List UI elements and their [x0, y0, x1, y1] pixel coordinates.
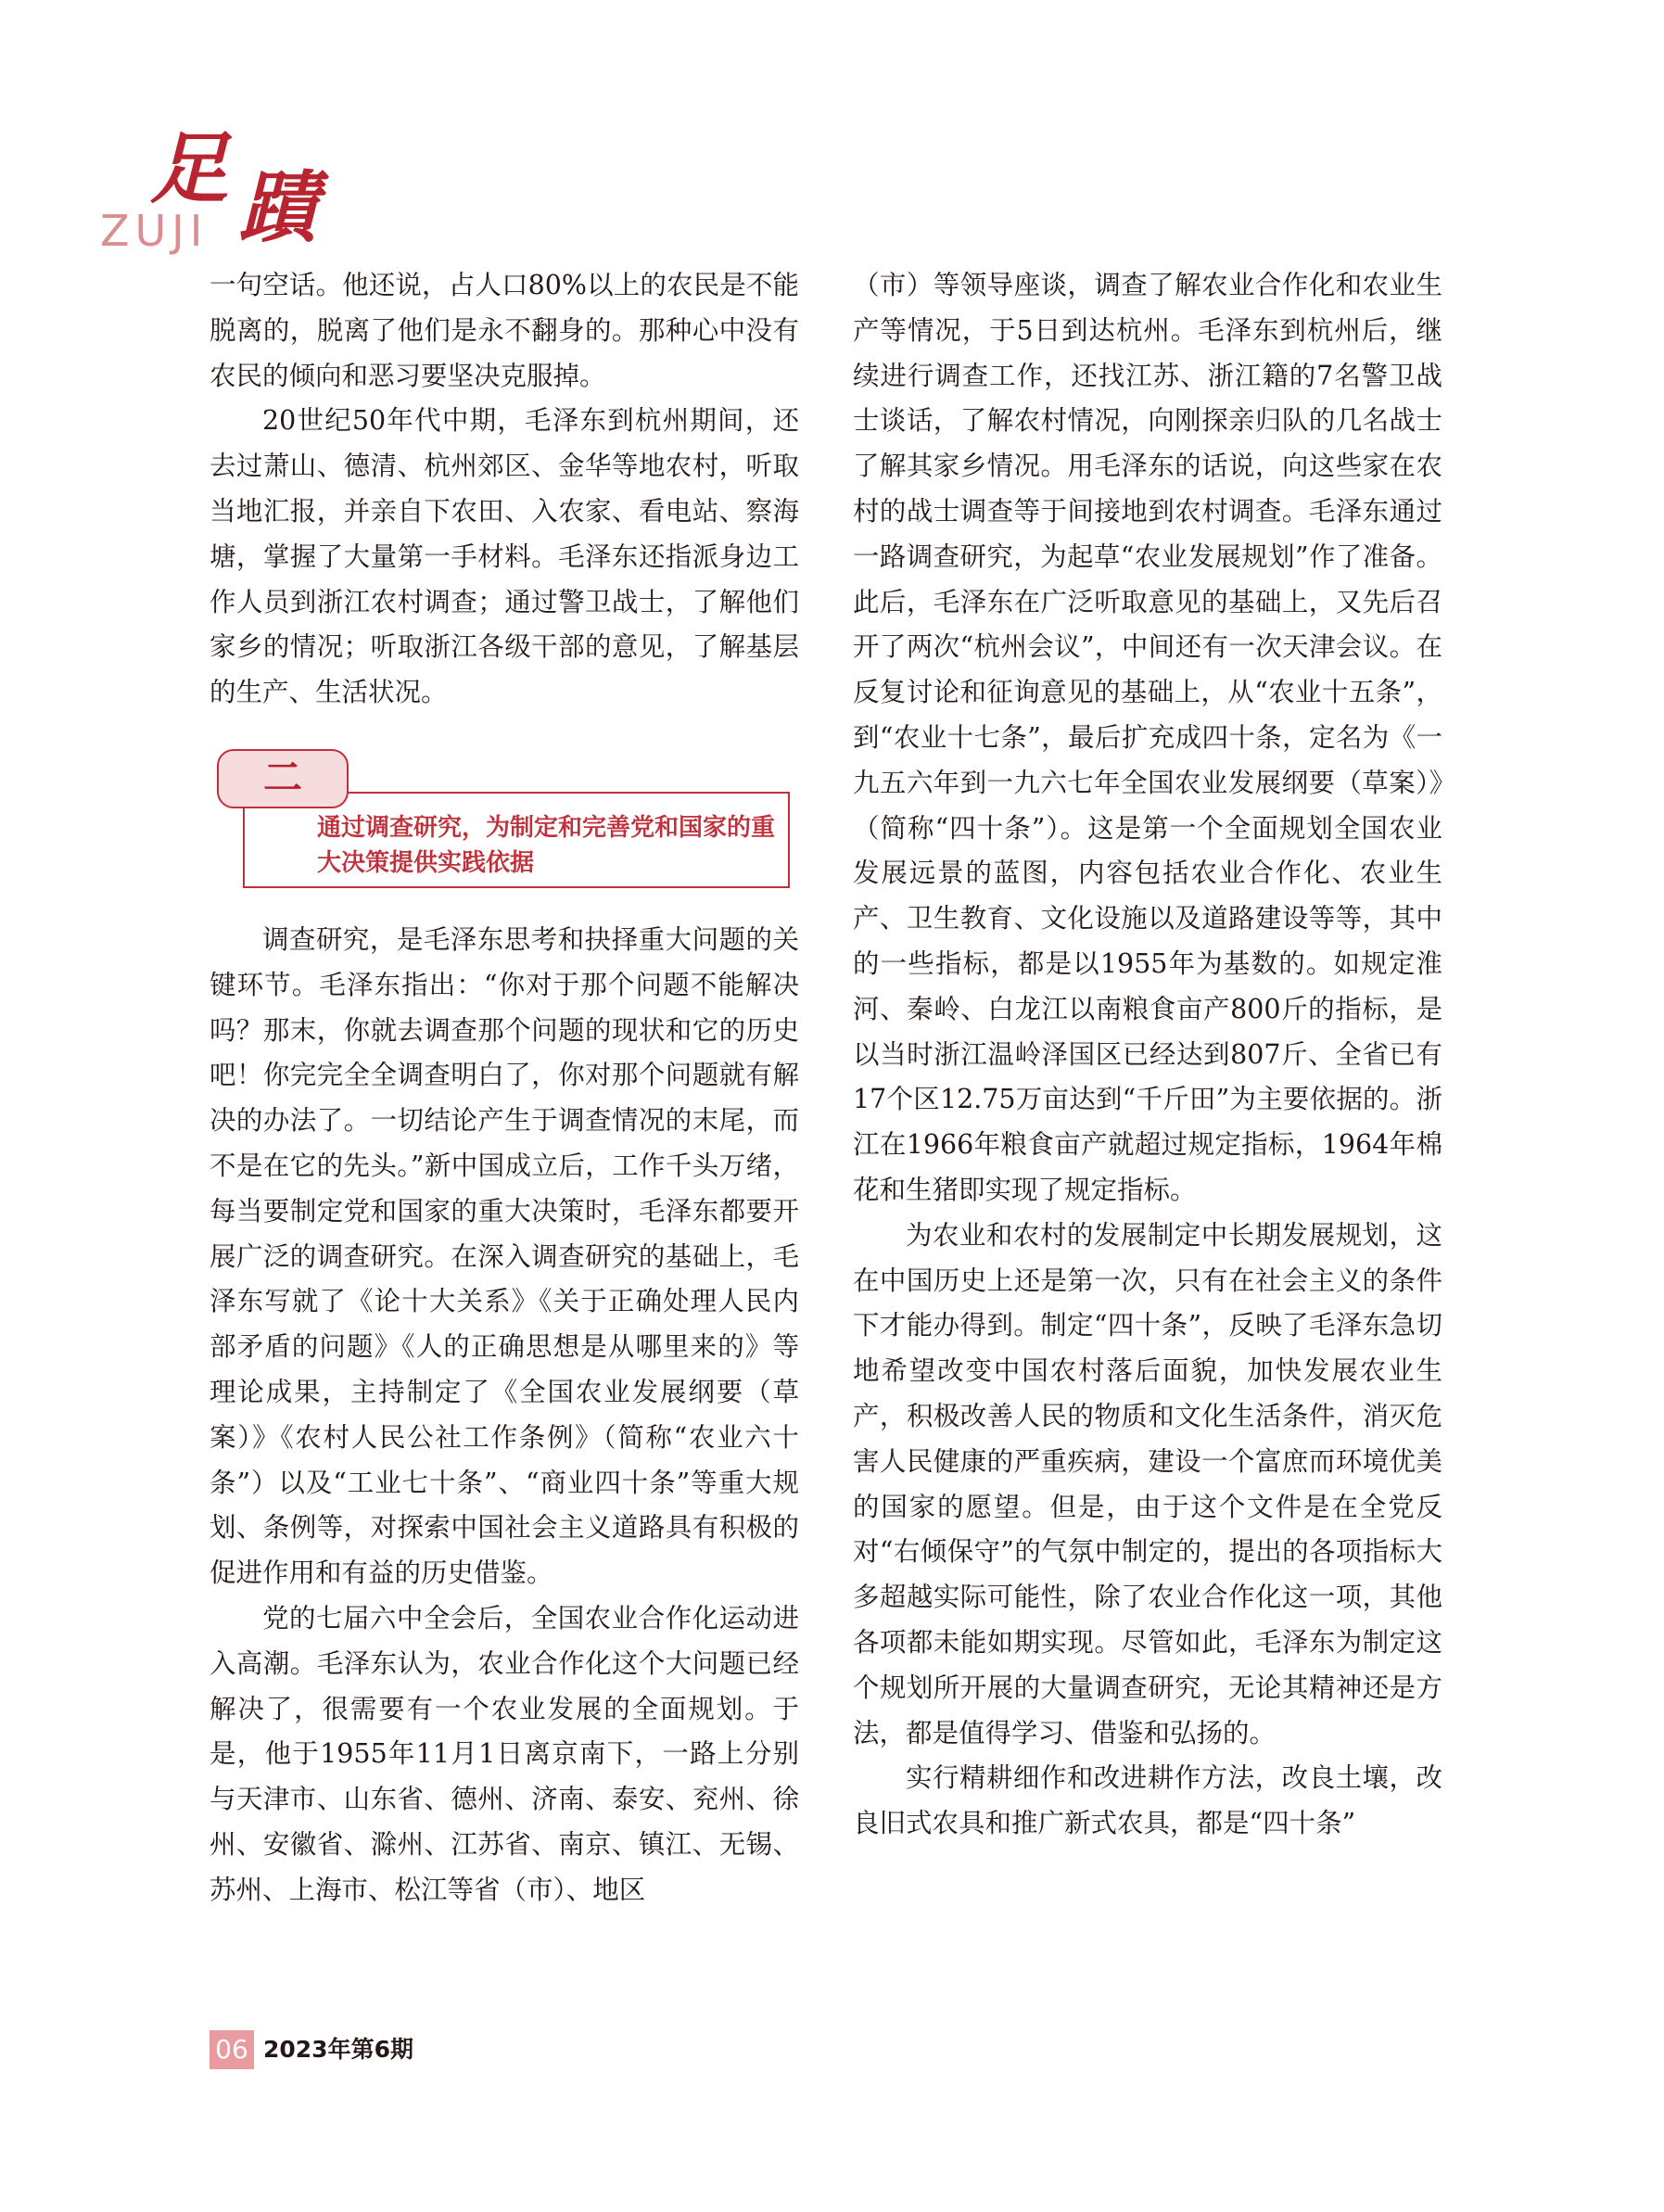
left-paragraph-3: 调查研究，是毛泽东思考和抉择重大问题的关键环节。毛泽东指出：“你对于那个问题不能解决吗？那末，你就去调查那个问题的现状和它的历史吧！你完完全全调查明白了，你对那个问题就有解决的办法了。一切结论产生于调查情况的末尾，而不是在它的先头。”新中国成立后，工作千头万绪，每当要制定党和国家的重大决策时，毛泽东都要开展广泛的调查研究。在深入调查研究的基础上，毛泽东写就了《论十大关系》《关于正确处理人民内部矛盾的问题》《人的正确思想是从哪里来的》等理论成果，主持制定了《全国农业发展纲要（草案）》《农村人民公社工作条例》（简称“农业六十条”）以及“工业七十条”、“商业四十条”等重大规划、条例等，对探索中国社会主义道路具有积极的促进作用和有益的历史借鉴。 — [210, 923, 799, 1589]
left-paragraph-2: 20世纪50年代中期，毛泽东到杭州期间，还去过萧山、德清、杭州郊区、金华等地农村，听取当地汇报，并亲自下农田、入农家、看电站、察海塘，掌握了大量第一手材料。毛泽东还指派身边工作人员到浙江农村调查；通过警卫战士，了解他们家乡的情况；听取浙江各级干部的意见，了解基层的生产、生活状况。 — [210, 405, 799, 708]
page-number: 06 — [210, 2030, 254, 2069]
logo-char-1: 足 — [150, 122, 229, 214]
section-title: 通过调查研究，为制定和完善党和国家的重大决策提供实践依据 — [317, 814, 776, 877]
right-column — [853, 263, 1442, 1847]
section-heading — [210, 749, 790, 888]
right-paragraph-3: 实行精耕细作和改进耕作方法，改良土壤，改良旧式农具和推广新式农具，都是“四十条” — [853, 1762, 1442, 1839]
left-paragraph-1: 一句空话。他还说，占人口80%以上的农民是不能脱离的，脱离了他们是永不翻身的。那种心中没有农民的倾向和恶习要坚决克服掉。 — [210, 270, 799, 391]
logo-char-2: 蹟 — [239, 161, 318, 253]
logo-pinyin: ZUJI — [100, 206, 209, 256]
left-paragraph-4: 党的七届六中全会后，全国农业合作化运动进入高潮。毛泽东认为，农业合作化这个大问题已经解决了，很需要有一个农业发展的全面规划。于是，他于1955年11月1日离京南下，一路上分别与天津市、山东省、德州、济南、泰安、兖州、徐州、安徽省、滁州、江苏省、南京、镇江、无锡、苏州、上海市、松江等省（市）、地区 — [210, 1602, 799, 1905]
right-paragraph-1: （市）等领导座谈，调查了解农业合作化和农业生产等情况，于5日到达杭州。毛泽东到杭州后，继续进行调查工作，还找江苏、浙江籍的7名警卫战士谈话，了解农村情况，向刚探亲归队的几名战士了解其家乡情况。用毛泽东的话说，向这些家在农村的战士调查等于间接地到农村调查。毛泽东通过一路调查研究，为起草“农业发展规划”作了准备。此后，毛泽东在广泛听取意见的基础上，又先后召开了两次“杭州会议”，中间还有一次天津会议。在反复讨论和征询意见的基础上，从“农业十五条”，到“农业十七条”，最后扩充成四十条，定名为《一九五六年到一九六七年全国农业发展纲要（草案）》（简称“四十条”）。这是第一个全面规划全国农业发展远景的蓝图，内容包括农业合作化、农业生产、卫生教育、文化设施以及道路建设等等，其中的一些指标，都是以1955年为基数的。如规定淮河、秦岭、白龙江以南粮食亩产800斤的指标，是以当时浙江温岭泽国区已经达到807斤、全省已有17个区12.75万亩达到“千斤田”为主要依据的。浙江在1966年粮食亩产就超过规定指标，1964年棉花和生猪即实现了规定指标。 — [853, 270, 1442, 1205]
right-paragraph-2: 为农业和农村的发展制定中长期发展规划，这在中国历史上还是第一次，只有在社会主义的条件下才能办得到。制定“四十条”，反映了毛泽东急切地希望改变中国农村落后面貌，加快发展农业生产，积极改善人民的物质和文化生活条件，消灭危害人民健康的严重疾病，建设一个富庶而环境优美的国家的愿望。但是，由于这个文件是在全党反对“右倾保守”的气氛中制定的，提出的各项指标大多超越实际可能性，除了农业合作化这一项，其他各项都未能如期实现。尽管如此，毛泽东为制定这个规划所开展的大量调查研究，无论其精神还是方法，都是值得学习、借鉴和弘扬的。 — [853, 1219, 1442, 1748]
section-number: 二 — [217, 749, 349, 808]
left-column — [210, 263, 799, 1913]
magazine-logo — [100, 122, 318, 256]
issue-label: 2023年第6期 — [263, 2036, 413, 2063]
